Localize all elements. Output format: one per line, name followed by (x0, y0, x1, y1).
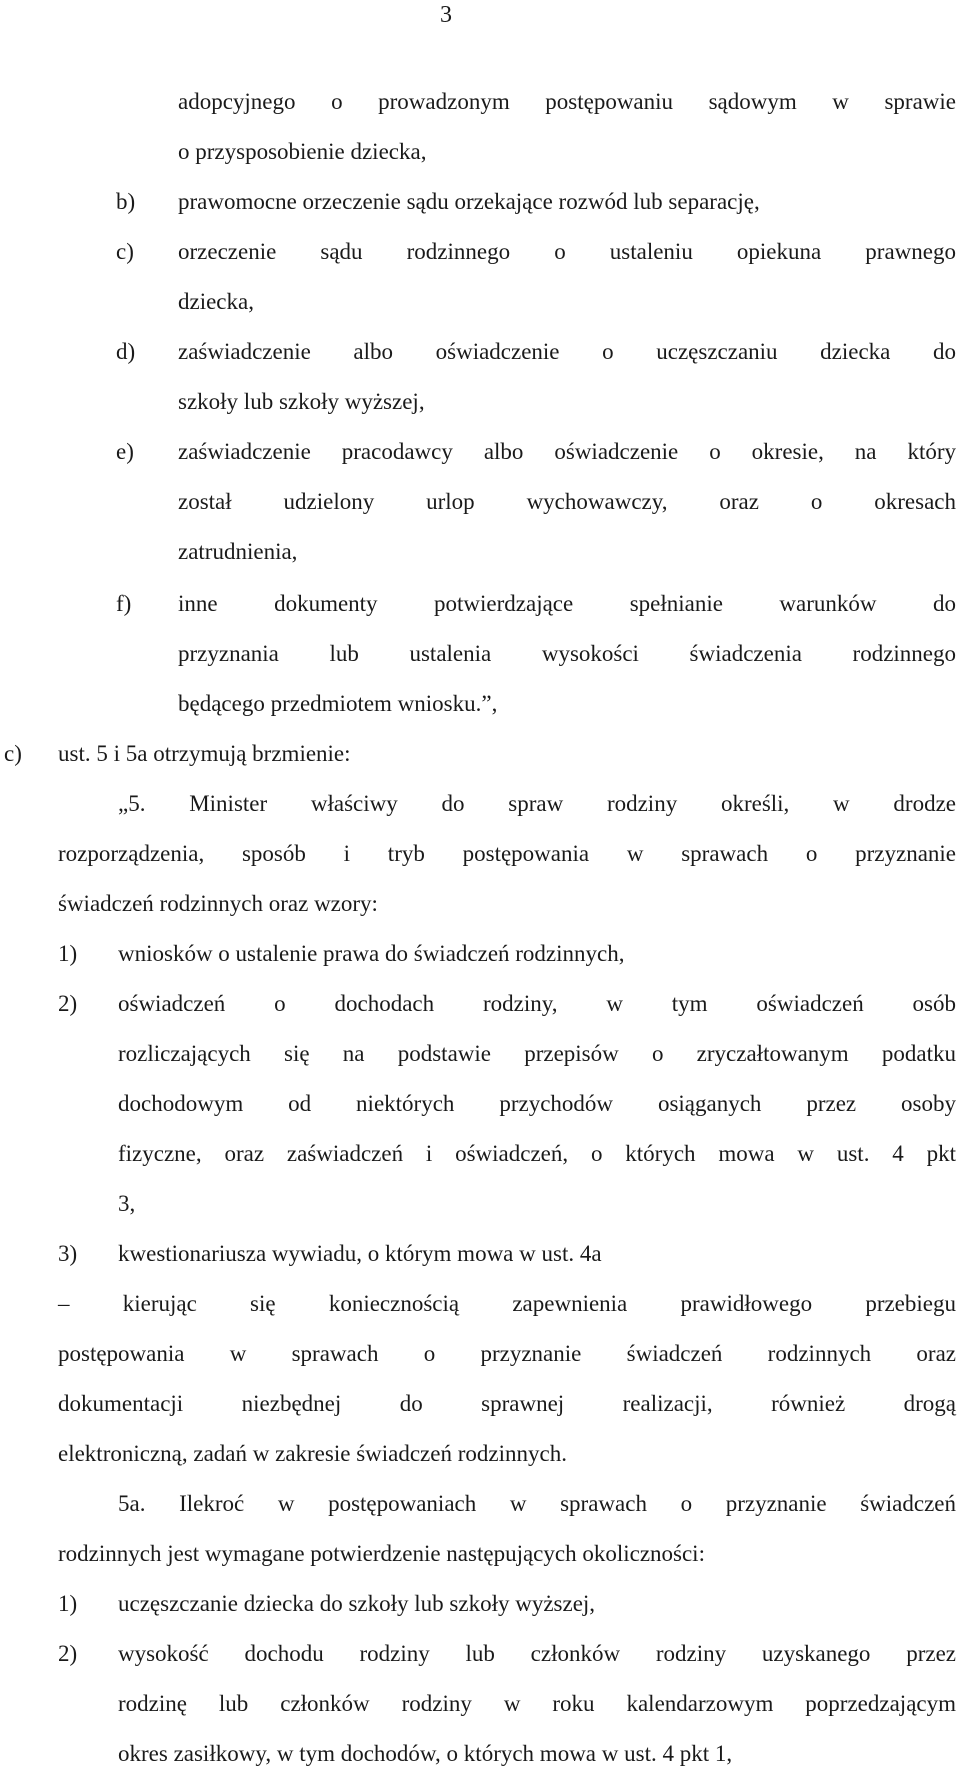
list-item-text: rodzinę lub członków rodziny w roku kalendarzowym poprzedzającym (118, 1691, 956, 1716)
list-item-text: zaświadczenie albo oświadczenie o uczęszczaniu dziecka do (178, 339, 956, 364)
list-item-text: będącego przedmiotem wniosku.”, (178, 691, 498, 716)
point-text: ust. 5 i 5a otrzymują brzmienie: (58, 741, 351, 766)
list-item-label: d) (116, 339, 136, 364)
list-item-text: dochodowym od niektórych przychodów osiąganych przez osoby (118, 1091, 956, 1116)
list-item-label: 2) (58, 991, 78, 1016)
list-item-text: szkoły lub szkoły wyższej, (178, 389, 425, 414)
list-item-label: f) (116, 591, 132, 616)
list-item-text: orzeczenie sądu rodzinnego o ustaleniu opiekuna prawnego (178, 239, 956, 264)
list-item-label: 3) (58, 1241, 78, 1266)
list-item-text: zatrudnienia, (178, 539, 298, 564)
list-item-label: c) (116, 239, 134, 264)
list-item-text: przyznania lub ustalenia wysokości świadczenia rodzinnego (178, 641, 956, 666)
paragraph-line: dokumentacji niezbędnej do sprawnej realizacji, również drogą (58, 1391, 956, 1416)
list-item-text: kwestionariusza wywiadu, o którym mowa w ust. 4a (118, 1241, 602, 1266)
list-item-text: wysokość dochodu rodziny lub członków rodziny uzyskanego przez (118, 1641, 956, 1666)
list-item-text: rozliczających się na podstawie przepisów o zryczałtowanym podatku (118, 1041, 956, 1066)
list-item-continuation: o przysposobienie dziecka, (178, 139, 427, 164)
paragraph-line: rodzinnych jest wymagane potwierdzenie następujących okoliczności: (58, 1541, 705, 1566)
paragraph-line: elektroniczną, zadań w zakresie świadczeń rodzinnych. (58, 1441, 567, 1466)
list-item-text: został udzielony urlop wychowawczy, oraz o okresach (178, 489, 956, 514)
point-label: c) (4, 741, 22, 766)
paragraph-line: świadczeń rodzinnych oraz wzory: (58, 891, 378, 916)
list-item-text: zaświadczenie pracodawcy albo oświadczenie o okresie, na który (178, 439, 956, 464)
list-item-label: e) (116, 439, 134, 464)
list-item-text: prawomocne orzeczenie sądu orzekające rozwód lub separację, (178, 189, 760, 214)
paragraph-line: „5. Minister właściwy do spraw rodziny określi, w drodze (118, 791, 956, 816)
list-item-label: b) (116, 189, 136, 214)
list-item-label: 1) (58, 941, 78, 966)
paragraph-line: 5a. Ilekroć w postępowaniach w sprawach o przyznanie świadczeń (118, 1491, 956, 1516)
list-item-text: dziecka, (178, 289, 254, 314)
list-item-text: wniosków o ustalenie prawa do świadczeń rodzinnych, (118, 941, 625, 966)
list-item-label: 1) (58, 1591, 78, 1616)
list-item-text: uczęszczanie dziecka do szkoły lub szkoły wyższej, (118, 1591, 596, 1616)
page-number: 3 (440, 2, 452, 28)
list-item-text: okres zasiłkowy, w tym dochodów, o których mowa w ust. 4 pkt 1, (118, 1741, 733, 1766)
paragraph-line: rozporządzenia, sposób i tryb postępowania w sprawach o przyznanie (58, 841, 956, 866)
paragraph-line: – kierując się koniecznością zapewnienia prawidłowego przebiegu (58, 1291, 956, 1316)
list-item-text: inne dokumenty potwierdzające spełnianie warunków do (178, 591, 956, 616)
list-item-label: 2) (58, 1641, 78, 1666)
list-item-text: 3, (118, 1191, 136, 1216)
paragraph-line: postępowania w sprawach o przyznanie świadczeń rodzinnych oraz (58, 1341, 956, 1366)
list-item-text: fizyczne, oraz zaświadczeń i oświadczeń, o których mowa w ust. 4 pkt (118, 1141, 956, 1166)
list-item-continuation: adopcyjnego o prowadzonym postępowaniu sądowym w sprawie (178, 89, 956, 114)
list-item-text: oświadczeń o dochodach rodziny, w tym oświadczeń osób (118, 991, 956, 1016)
